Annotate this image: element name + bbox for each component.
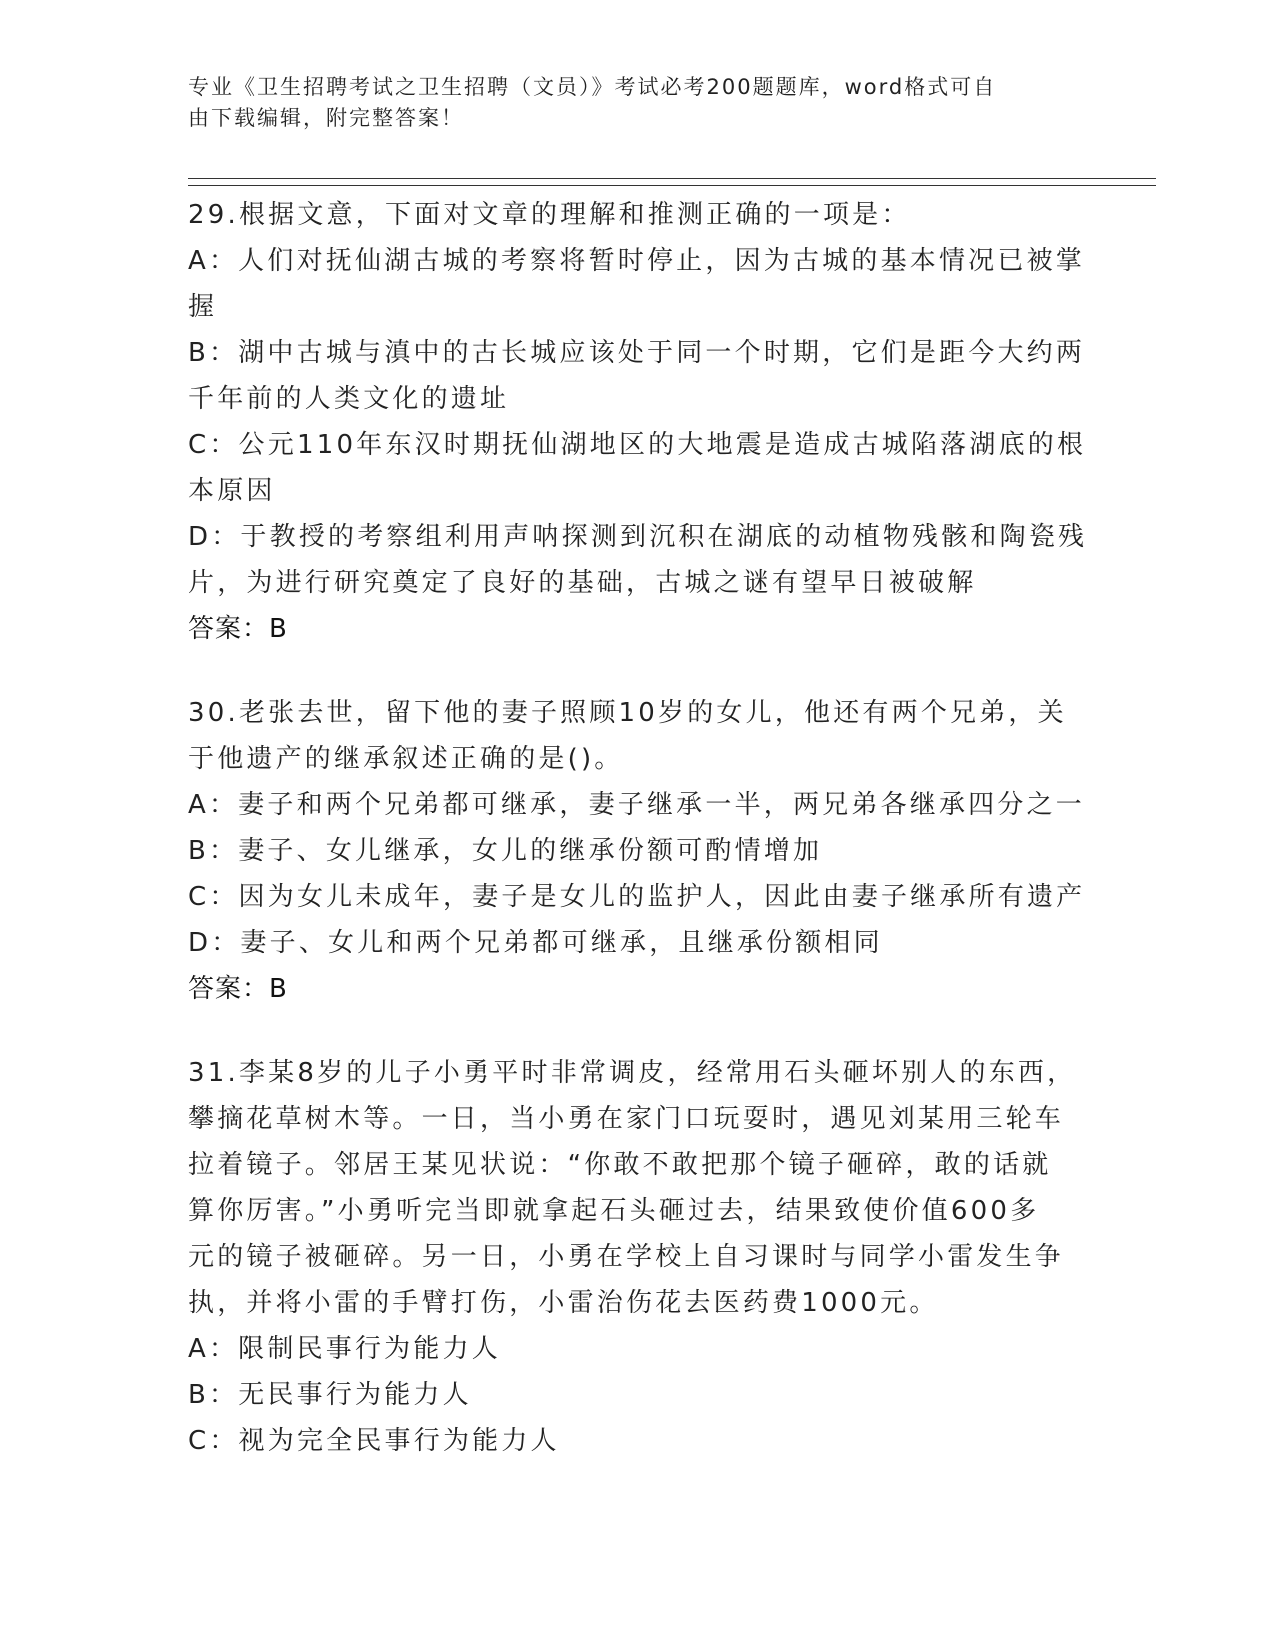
option-line: D：于教授的考察组利用声呐探测到沉积在湖底的动植物残骸和陶瓷残 [188,522,1088,552]
question-stem-line: 算你厉害。”小勇听完当即就拿起石头砸过去，结果致使价值600多 [188,1196,1040,1226]
header-line-1: 专业《卫生招聘考试之卫生招聘（文员）》考试必考200题题库，word格式可自 [188,75,997,99]
option-c: C：因为女儿未成年，妻子是女儿的监护人，因此由妻子继承所有遗产 [188,882,1086,912]
question-29 [188,192,1088,652]
option-line: B：湖中古城与滇中的古长城应该处于同一个时期，它们是距今大约两 [188,338,1086,368]
option-d: D：妻子、女儿和两个兄弟都可继承，且继承份额相同 [188,928,883,958]
answer-label: 答案：B [188,614,288,644]
option-line: 片，为进行研究奠定了良好的基础，古城之谜有望早日被破解 [188,568,977,598]
option-c [188,422,1088,514]
answer-label: 答案：B [188,974,288,1004]
question-list [188,192,1088,1464]
header-line-2: 由下载编辑，附完整答案！ [188,106,464,130]
option-a [188,238,1088,330]
option-a: A：妻子和两个兄弟都可继承，妻子继承一半，两兄弟各继承四分之一 [188,790,1085,820]
question-stem-line: 于他遗产的继承叙述正确的是()。 [188,744,624,774]
option-b: B：无民事行为能力人 [188,1380,472,1410]
question-stem-line: 拉着镜子。邻居王某见状说：“你敢不敢把那个镜子砸碎，敢的话就 [188,1150,1052,1180]
option-line: 本原因 [188,476,276,506]
header-divider-top [188,178,1156,179]
question-stem-line: 31.李某8岁的儿子小勇平时非常调皮，经常用石头砸坏别人的东西， [188,1058,1077,1088]
question-stem-line: 29.根据文意，下面对文章的理解和推测正确的一项是： [188,200,911,230]
option-a: A：限制民事行为能力人 [188,1334,501,1364]
question-31 [188,1050,1088,1464]
option-line: 千年前的人类文化的遗址 [188,384,510,414]
header-divider-bottom [188,185,1156,186]
option-line: A：人们对抚仙湖古城的考察将暂时停止，因为古城的基本情况已被掌 [188,246,1085,276]
question-stem-line: 元的镜子被砸碎。另一日，小勇在学校上自习课时与同学小雷发生争 [188,1242,1065,1272]
option-b: B：妻子、女儿继承，女儿的继承份额可酌情增加 [188,836,823,866]
page-header [188,72,1088,134]
question-stem-line: 攀摘花草树木等。一日，当小勇在家门口玩耍时，遇见刘某用三轮车 [188,1104,1065,1134]
option-b [188,330,1088,422]
option-line: 握 [188,292,218,322]
option-c: C：视为完全民事行为能力人 [188,1426,560,1456]
question-stem-line: 执，并将小雷的手臂打伤，小雷治伤花去医药费1000元。 [188,1288,939,1318]
question-30 [188,690,1088,1012]
option-line: C：公元110年东汉时期抚仙湖地区的大地震是造成古城陷落湖底的根 [188,430,1087,460]
option-d [188,514,1088,606]
question-stem-line: 30.老张去世，留下他的妻子照顾10岁的女儿，他还有两个兄弟，关 [188,698,1067,728]
